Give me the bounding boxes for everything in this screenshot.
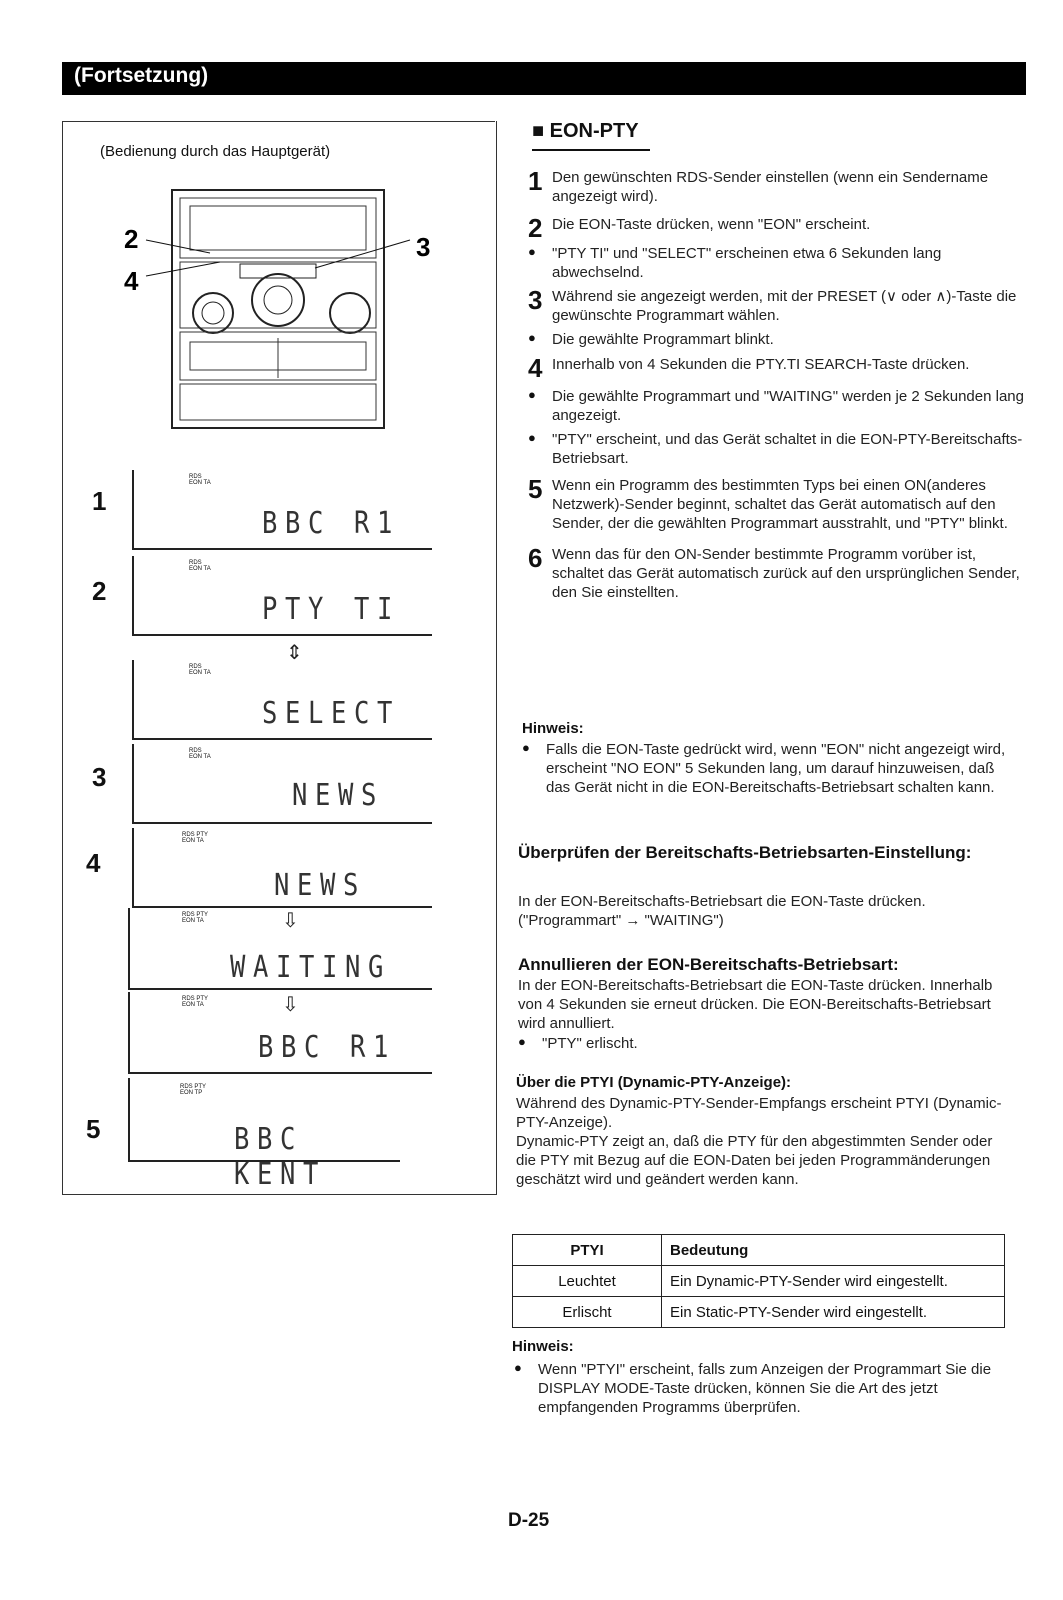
lcd-text: WAITING bbox=[230, 950, 392, 985]
display-step-number: 5 bbox=[86, 1114, 101, 1144]
instruction-list bbox=[528, 168, 1024, 602]
lcd-text: NEWS bbox=[292, 778, 385, 813]
lcd-indicators: RDS PTY EON TA bbox=[182, 832, 209, 844]
display-step-number: 3 bbox=[92, 762, 107, 792]
table-row bbox=[513, 1266, 1005, 1297]
step-text: Während sie angezeigt werden, mit der PRESET (∨ oder ∧)-Taste die gewünschte Programmart wählen. bbox=[552, 288, 1017, 324]
note-text: Falls die EON-Taste gedrückt wird, wenn "EON" nicht angezeigt wird, erscheint "NO EON" 5 Sekunden lang, um darauf hinzuweisen, daß das Gerät nicht in die EON-Bereitschafts-Betriebsart schalten kann. bbox=[546, 741, 1006, 796]
down-arrow-icon: ⇩ bbox=[282, 994, 299, 1016]
page-header-title: (Fortsetzung) bbox=[74, 64, 209, 87]
table-cell: Ein Static-PTY-Sender wird eingestellt. bbox=[662, 1297, 1005, 1328]
note-item bbox=[522, 740, 1022, 797]
callout-3: 3 bbox=[416, 232, 431, 262]
step-number: 4 bbox=[528, 353, 543, 383]
lcd-text: BBC R1 bbox=[262, 506, 401, 541]
bullet-text: Die gewählte Programmart und "WAITING" werden je 2 Sekunden lang angezeigt. bbox=[552, 388, 1024, 424]
step-text: Innerhalb von 4 Sekunden die PTY.TI SEARCH-Taste drücken. bbox=[552, 356, 970, 373]
note-text: Wenn "PTYI" erscheint, falls zum Anzeigen der Programmart Sie die DISPLAY MODE-Taste drücken, können Sie die Art des jetzt empfangenden Programms überprüfen. bbox=[538, 1361, 992, 1416]
bullet-text: "PTY TI" und "SELECT" erscheinen etwa 6 Sekunden lang abwechselnd. bbox=[552, 245, 942, 281]
lcd-display bbox=[132, 470, 432, 550]
header-bar bbox=[62, 62, 1026, 95]
bullet-dot-icon: ● bbox=[518, 1034, 526, 1049]
callout-2: 2 bbox=[124, 224, 139, 254]
table-row bbox=[513, 1297, 1005, 1328]
lcd-text: BBC KENT bbox=[234, 1122, 327, 1192]
lcd-indicators: RDS EON TA bbox=[189, 748, 211, 760]
lcd-indicators: RDS PTY EON TA bbox=[182, 912, 209, 924]
lcd-indicators: RDS PTY EON TP bbox=[180, 1084, 207, 1096]
lcd-text: BBC R1 bbox=[258, 1030, 397, 1065]
bullet-item bbox=[528, 387, 1024, 425]
check-text: In der EON-Bereitschafts-Betriebsart die EON-Taste drücken. ("Programmart" → "WAITING") bbox=[518, 893, 926, 929]
section-underline bbox=[532, 149, 650, 151]
step-text: Den gewünschten RDS-Sender einstellen (wenn ein Sendername angezeigt wird). bbox=[552, 169, 989, 205]
step-number: 3 bbox=[528, 285, 543, 315]
step-item bbox=[528, 215, 1024, 241]
step-text: Die EON-Taste drücken, wenn "EON" erscheint. bbox=[552, 216, 871, 233]
lcd-indicators: RDS EON TA bbox=[189, 474, 211, 486]
lcd-display bbox=[128, 1078, 400, 1192]
lcd-text: SELECT bbox=[262, 696, 401, 731]
cancel-text: In der EON-Bereitschafts-Betriebsart die EON-Taste drücken. Innerhalb von 4 Sekunden sie erneut drücken. Die EON-Bereitschafts-Betriebsart wird annulliert. bbox=[518, 977, 993, 1032]
bullet-text: Die gewählte Programmart blinkt. bbox=[552, 331, 774, 348]
lcd-text: PTY TI bbox=[262, 592, 401, 627]
stereo-device-illustration bbox=[110, 180, 440, 435]
step-number: 5 bbox=[528, 474, 543, 504]
double-arrow-icon: ⇕ bbox=[286, 642, 303, 664]
bullet-item bbox=[528, 244, 1024, 282]
table-cell: Erlischt bbox=[513, 1297, 662, 1328]
bullet-item bbox=[528, 430, 1024, 468]
table-header-cell: PTYI bbox=[513, 1235, 662, 1266]
lcd-display bbox=[128, 908, 432, 990]
ptyi-text-1: Während des Dynamic-PTY-Sender-Empfangs erscheint PTYI (Dynamic-PTY-Anzeige). bbox=[516, 1095, 1002, 1131]
note-item bbox=[514, 1360, 1014, 1417]
callout-4: 4 bbox=[124, 266, 139, 296]
lcd-display bbox=[132, 744, 432, 824]
table-header-cell: Bedeutung bbox=[662, 1235, 1005, 1266]
cancel-heading: Annullieren der EON-Bereitschafts-Betriebsart: bbox=[518, 955, 899, 974]
step-text: Wenn ein Programm des bestimmten Typs bei einen ON(anderes Netzwerk)-Sender beginnt, schaltet das Gerät automatisch auf den Sender, der die gewählten Programmart ausstrahlt, und "PTY" blinkt. bbox=[552, 477, 1008, 532]
note-title: Hinweis: bbox=[512, 1338, 574, 1355]
table-cell: Leuchtet bbox=[513, 1266, 662, 1297]
step-item bbox=[528, 476, 1024, 533]
display-step-number: 2 bbox=[92, 576, 107, 606]
check-heading: Überprüfen der Bereitschafts-Betriebsarten-Einstellung: bbox=[518, 843, 972, 862]
bullet-dot-icon: ● bbox=[528, 430, 536, 445]
page-number: D-25 bbox=[508, 1510, 550, 1531]
display-step-number: 1 bbox=[92, 486, 107, 516]
bullet-dot-icon: ● bbox=[528, 244, 536, 259]
ptyi-table-wrapper bbox=[512, 1234, 1005, 1328]
down-arrow-icon: ⇩ bbox=[282, 910, 299, 932]
step-number: 6 bbox=[528, 543, 543, 573]
section-title-text: EON-PTY bbox=[549, 120, 639, 142]
section-title bbox=[532, 120, 639, 143]
lcd-text: NEWS bbox=[274, 868, 367, 903]
square-bullet-icon: ■ bbox=[532, 120, 545, 142]
step-number: 2 bbox=[528, 213, 543, 243]
display-step-number: 4 bbox=[86, 848, 101, 878]
lcd-display bbox=[132, 828, 432, 908]
ptyi-text-2: Dynamic-PTY zeigt an, daß die PTY für den abgestimmten Sender oder die PTY mit Bezug auf die EON-Daten bei jeden Programmänderungen geschätzt wird und geändert werden kann. bbox=[516, 1133, 993, 1188]
lcd-display bbox=[132, 556, 432, 636]
note-title: Hinweis: bbox=[522, 720, 584, 737]
lcd-display bbox=[132, 660, 432, 740]
bullet-dot-icon: ● bbox=[528, 387, 536, 402]
step-item bbox=[528, 287, 1024, 325]
bullet-text: "PTY" erscheint, und das Gerät schaltet in die EON-PTY-Bereitschafts-Betriebsart. bbox=[552, 431, 1023, 467]
lcd-indicators: RDS EON TA bbox=[189, 560, 211, 572]
step-text: Wenn das für den ON-Sender bestimmte Programm vorüber ist, schaltet das Gerät automatisch zurück auf den ursprünglichen Sender, den Sie einstellten. bbox=[552, 546, 1020, 601]
cancel-bullet bbox=[518, 1034, 1018, 1053]
step-item bbox=[528, 168, 1024, 206]
bullet-dot-icon: ● bbox=[528, 330, 536, 345]
bullet-dot-icon: ● bbox=[514, 1360, 522, 1375]
ptyi-table bbox=[512, 1234, 1005, 1328]
ptyi-heading: Über die PTYI (Dynamic-PTY-Anzeige): bbox=[516, 1074, 792, 1091]
bullet-item bbox=[528, 330, 1024, 349]
panel-caption: (Bedienung durch das Hauptgerät) bbox=[100, 143, 331, 160]
bullet-dot-icon: ● bbox=[522, 740, 530, 755]
step-item bbox=[528, 545, 1024, 602]
step-item bbox=[528, 355, 1024, 381]
lcd-indicators: RDS EON TA bbox=[189, 664, 211, 676]
table-header-row bbox=[513, 1235, 1005, 1266]
step-number: 1 bbox=[528, 166, 543, 196]
lcd-indicators: RDS PTY EON TA bbox=[182, 996, 209, 1008]
cancel-bullet-text: "PTY" erlischt. bbox=[542, 1035, 638, 1052]
lcd-display bbox=[128, 992, 432, 1074]
table-cell: Ein Dynamic-PTY-Sender wird eingestellt. bbox=[662, 1266, 1005, 1297]
